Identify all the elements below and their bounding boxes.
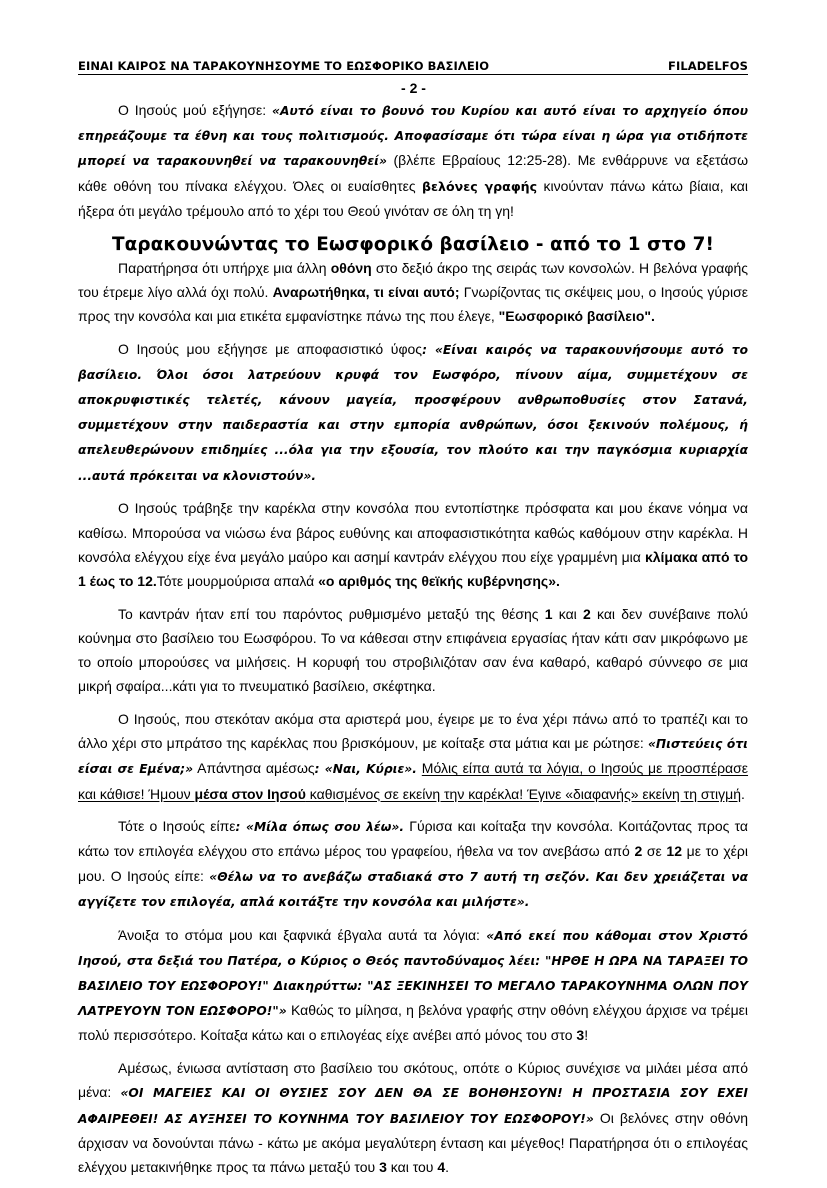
bold-number: 1 xyxy=(544,605,553,622)
quote: : «Μίλα όπως σου λέω». xyxy=(235,820,405,835)
text-run: Απάντησα αμέσως xyxy=(193,760,315,777)
underlined-bold-phrase: μέσα στον Ιησού xyxy=(194,785,306,802)
text-run: Γνωρίζοντας τις σκέψεις μου, ο Ιησούς γύρισε προς την κονσόλα και μια ετικέτα εμφανίστηκε πάνω της που έλεγε, xyxy=(78,283,748,324)
paragraph-2 xyxy=(78,256,748,329)
quote: : «Ναι, Κύριε». xyxy=(314,762,417,777)
bold-number: 2 xyxy=(582,605,591,622)
quote: «ΟΙ ΜΑΓΕΙΕΣ ΚΑΙ ΟΙ ΘΥΣΙΕΣ ΣΟΥ ΔΕΝ ΘΑ ΣΕ ΒΟΗΘΗΣΟΥΝ! Η ΠΡΟΣΤΑΣΙΑ ΣΟΥ ΕΧΕΙ ΑΦΑΙΡΕΘΕΙ! ΑΣ ΑΥΞΗΣΕΙ ΤΟ ΚΟΥΝΗΜΑ ΤΟΥ ΒΑΣΙΛΕΙΟΥ ΤΟΥ ΕΩΣΦΟΡΟΥ!» xyxy=(78,1086,748,1126)
text-run: κινούνταν πάνω κάτω βίαια, και ήξερα ότι μεγάλο τρέμουλο από το χέρι του Θεού γινόταν σε όλη τη γη! xyxy=(78,177,749,219)
bold-phrase: «ο αριθμός της θεϊκής κυβέρνησης». xyxy=(318,572,560,589)
text-run: Ο Ιησούς τράβηξε την καρέκλα στην κονσόλα που εντοπίστηκε πρόσφατα και μου έκανε νόημα να καθίσω. Μπορούσα να νιώσω ένα βάρος ευθύνης και αποφασιστικότητα καθώς καθόμουν στην καρέκλα. Η κονσόλα ελέγχου είχε ένα μεγάλο μαύρο και ασημί καντράν ελέγχου που είχε γραμμένη μια xyxy=(78,500,748,565)
text-run: Αμέσως, ένιωσα αντίσταση στο βασίλειο του σκότους, οπότε ο Κύριος συνέχισε να μιλάει μέσα από μένα: xyxy=(78,1060,748,1101)
text-run: Παρατήρησα ότι υπήρχε μια άλλη xyxy=(118,259,331,276)
text-run: και του xyxy=(386,1158,438,1175)
bold-phrase: κλίμακα από το 1 έως το 12. xyxy=(78,548,748,589)
text-run: σε xyxy=(642,843,667,860)
bold-phrase: βελόνες γραφής xyxy=(422,178,538,194)
paragraph-1 xyxy=(78,98,748,223)
bold-number: 12 xyxy=(666,843,682,860)
text-run: (βλέπε Εβραίους 12:25-28). Με ενθάρρυνε να εξετάσω κάθε οθόνη του πίνακα ελέγχου. Όλες οι ευαίσθητες xyxy=(78,152,748,194)
text-run: Το καντράν ήταν επί του παρόντος ρυθμισμένο μεταξύ της θέσης xyxy=(118,605,545,622)
paragraph-8 xyxy=(78,923,748,1048)
text-run: στο δεξιό άκρο της σειράς των κονσολών. Η βελόνα γραφής του έτρεμε λίγο αλλά όχι πολύ. xyxy=(78,259,749,300)
text-run: ! xyxy=(584,1027,589,1044)
text-run: και xyxy=(552,605,583,622)
quote: «Θέλω να το ανεβάζω σταδιακά στο 7 αυτή τη σεζόν. Και δεν χρειάζεται να αγγίζετε τον επιλογέα, απλά κοιτάξτε την κονσόλα και μιλήστε». xyxy=(78,869,748,909)
bold-number: 3 xyxy=(576,1027,585,1044)
quote: : «Είναι καιρός να ταρακουνήσουμε αυτό το βασίλειο. Όλοι όσοι λατρεύουν κρυφά τον Εωσφόρο, πίνουν αίμα, συμμετέχουν σε αποκρυφιστικές τελετές, κάνουν μαγεία, προσφέρουν ανθρωποθυσίες στον Σατανά, συμμετέχουν στην παιδεραστία και στην εμπορία ανθρώπων, όσοι ξεκινούν πολέμους, ή απελευθερώνουν επιδημίες ...όλα για την εξουσία, τον πλούτο και την παγκόσμια κυριαρχία ...αυτά πρόκειται να κλονιστούν». xyxy=(78,342,748,483)
bold-phrase: οθόνη xyxy=(330,259,372,276)
quote: «Από εκεί που κάθομαι στον Χριστό Ιησού, στα δεξιά του Πατέρα, ο Κύριος ο Θεός παντοδύναμος λέει: "ΗΡΘΕ Η ΩΡΑ ΝΑ ΤΑΡΑΞΕΙ ΤΟ ΒΑΣΙΛΕΙΟ ΤΟΥ ΕΩΣΦΟΡΟΥ!" Διακηρύττω: "ΑΣ ΞΕΚΙΝΗΣΕΙ ΤΟ ΜΕΓΑΛΟ ΤΑΡΑΚΟΥΝΗΜΑ ΟΛΩΝ ΠΟΥ ΛΑΤΡΕΥΟΥΝ ΤΟΝ ΕΩΣΦΟΡΟ!"» xyxy=(78,928,748,1019)
text-run: Γύρισα και κοίταξα την κονσόλα. Κοιτάζοντας προς τα κάτω τον επιλογέα ελέγχου στο επάνω μέρος του γραφείου, ήθελα να τον ανεβάσω από xyxy=(78,818,748,860)
paragraph-9 xyxy=(78,1056,748,1179)
text-run: Ο Ιησούς μου εξήγησε με αποφασιστικό ύφος xyxy=(118,340,423,357)
text-run: Οι βελόνες στην οθόνη άρχισαν να δονούνται πάνω - κάτω με ακόμα μεγαλύτερη ένταση και μέγεθος! Παρατήρησα ότι ο επιλογέας ελέγχου μετακινήθηκε προς τα πάνω μεταξύ του xyxy=(78,1109,748,1175)
header-rule xyxy=(78,74,748,75)
quote: «Αυτό είναι το βουνό του Κυρίου και αυτό είναι το αρχηγείο όπου επηρεάζουμε τα έθνη και τους πολιτισμούς. Αποφασίσαμε ότι τώρα είναι η ώρα για οτιδήποτε μπορεί να ταρακουνηθεί να ταρακουνηθεί» xyxy=(78,104,748,169)
quote: «Πιστεύεις ότι είσαι σε Εμένα;» xyxy=(78,737,748,777)
underlined-text: Μόλις είπα αυτά τα λόγια, ο Ιησούς με προσπέρασε και κάθισε! Ήμουν xyxy=(78,760,749,802)
text-run: . xyxy=(445,1158,450,1175)
bold-number: 2 xyxy=(634,843,643,860)
bold-number: 4 xyxy=(437,1158,446,1175)
paragraph-3 xyxy=(78,337,748,488)
bold-number: 3 xyxy=(379,1158,387,1175)
text-run: Ο Ιησούς, που στεκόταν ακόμα στα αριστερά μου, έγειρε με το ένα χέρι πάνω από το τραπέζι και το άλλο χέρι στο μπράτσο της καρέκλας που βρισκόμουν, με κοίταξε στα μάτια και με ρώτησε: xyxy=(78,710,748,752)
text-run: Άνοιξα το στόμα μου και ξαφνικά έβγαλα αυτά τα λόγια: xyxy=(118,926,487,943)
paragraph-6 xyxy=(78,707,748,806)
paragraph-4 xyxy=(78,496,748,593)
paragraph-7 xyxy=(78,814,748,914)
underlined-text: καθισμένος σε εκείνη την καρέκλα! Έγινε «διαφανής» εκείνη τη στιγμή xyxy=(305,785,741,802)
text-run: Τότε ο Ιησούς είπε xyxy=(118,818,236,835)
text-run: Τότε μουρμούρισα απαλά xyxy=(156,572,319,589)
text-run: και δεν συνέβαινε πολύ κούνημα στο βασίλειο του Εωσφόρου. Το να κάθεσαι στην επιφάνεια εργασίας ήταν κάτι σαν μικρόφωνο με το οποίο μπορούσες να μιλήσεις. Η κορυφή του στροβιλιζόταν σαν ένα καθαρό, καθαρό σύννεφο σε μια μικρή σφαίρα...κάτι για το πνευματικό βασίλειο, σκέφτηκα. xyxy=(78,605,748,695)
header-author: FILADELFOS xyxy=(667,59,748,73)
section-heading: Ταρακουνώντας το Εωσφορικό βασίλειο - από το 1 στο 7! xyxy=(111,233,715,255)
header-title: ΕΙΝΑΙ ΚΑΙΡΟΣ ΝΑ ΤΑΡΑΚΟΥΝΗΣΟΥΜΕ ΤΟ ΕΩΣΦΟΡΙΚΟ ΒΑΣΙΛΕΙΟ xyxy=(78,59,490,73)
text-run: Καθώς το μίλησα, η βελόνα γραφής στην οθόνη ελέγχου άρχισε να τρέμει πολύ περισσότερο. Κοίταξα κάτω και ο επιλογέας είχε ανέβει από μόνος του στο xyxy=(78,1002,749,1044)
page-number: - 2 - xyxy=(401,80,426,96)
text-run: . xyxy=(741,785,745,802)
text-run: με το χέρι μου. Ο Ιησούς είπε: xyxy=(78,843,748,884)
paragraph-5 xyxy=(78,602,748,699)
bold-phrase: Αναρωτήθηκα, τι είναι αυτό; xyxy=(272,283,460,300)
bold-phrase: "Εωσφορικό βασίλειο". xyxy=(498,307,655,324)
text-run: Ο Ιησούς μού εξήγησε: xyxy=(118,102,272,118)
body-text xyxy=(78,98,748,1188)
running-header xyxy=(78,55,748,73)
